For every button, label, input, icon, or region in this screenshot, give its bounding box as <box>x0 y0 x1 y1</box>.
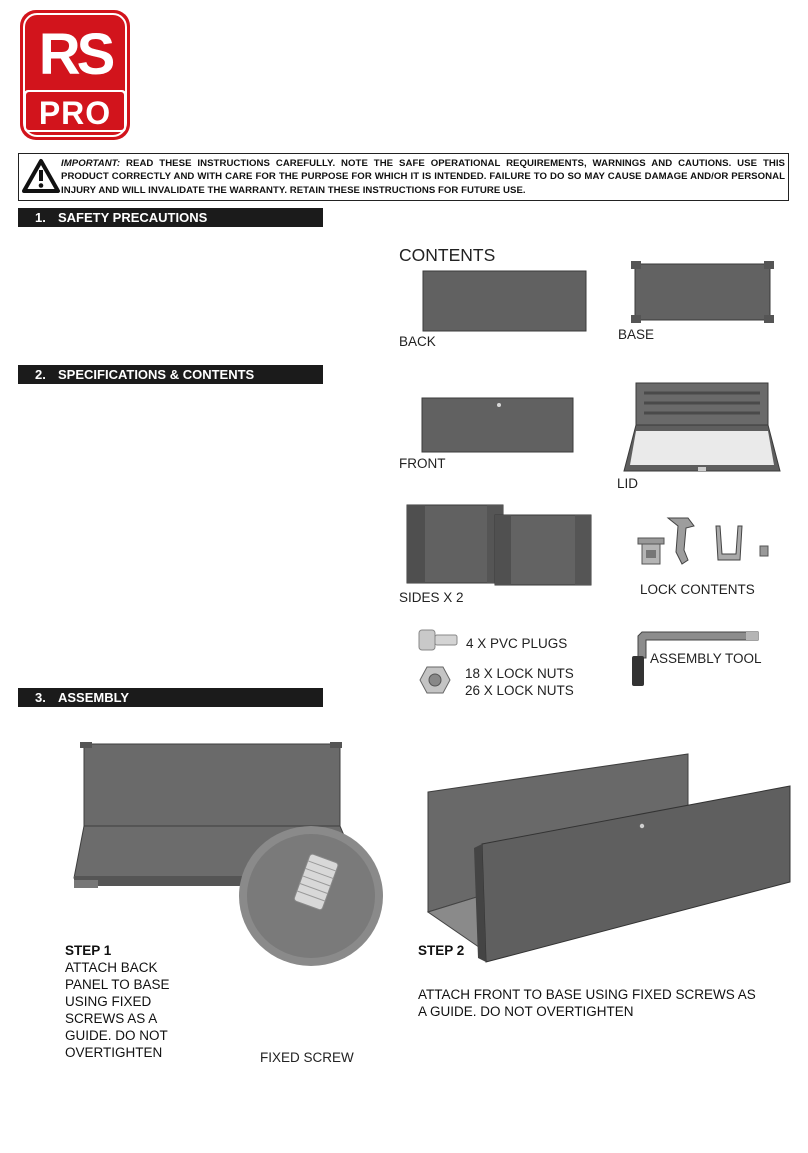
svg-text:PRO: PRO <box>38 95 112 131</box>
warning-lead: IMPORTANT: <box>61 158 121 169</box>
section-header-assembly <box>18 688 323 707</box>
step1-line: ATTACH BACK <box>65 960 158 975</box>
lock-contents-image <box>636 514 772 574</box>
lock-contents-label: LOCK CONTENTS <box>640 582 755 597</box>
section-title: SAFETY PRECAUTIONS <box>58 210 208 225</box>
section-number: 2. <box>35 367 46 382</box>
front-label: FRONT <box>399 456 446 471</box>
step1-line: PANEL TO BASE <box>65 977 170 992</box>
sides-image <box>405 503 595 587</box>
warning-triangle-icon <box>21 158 61 194</box>
step2-title: STEP 2 <box>418 943 465 958</box>
pvc-plugs-label: 4 X PVC PLUGS <box>466 636 568 651</box>
step2-line: A GUIDE. DO NOT OVERTIGHTEN <box>418 1004 634 1019</box>
back-panel-image <box>422 270 587 332</box>
contents-title: CONTENTS <box>399 245 496 265</box>
back-label: BACK <box>399 334 436 349</box>
warning-text <box>61 157 785 197</box>
step2-image <box>426 752 794 964</box>
section-header-specifications <box>18 365 323 384</box>
fixed-screw-label: FIXED SCREW <box>260 1050 354 1065</box>
warning-body: READ THESE INSTRUCTIONS CAREFULLY. NOTE THE SAFE OPERATIONAL REQUIREMENTS, WARNINGS AND CAUTIONS. USE THIS PRODUCT CORRECTLY AND WITH CARE FOR THE PURPOSE FOR WHICH IT IS INTENDED. FAILURE TO DO SO MAY CAUSE DAMAGE AND/OR PERSONAL INJURY AND WILL INVALIDATE THE WARRANTY. RETAIN THESE INSTRUCTIONS FOR FUTURE USE. <box>61 158 785 196</box>
step1-line: SCREWS AS A <box>65 1011 158 1026</box>
pvc-plug-icon <box>417 626 461 654</box>
step1-line: GUIDE. DO NOT <box>65 1028 168 1043</box>
lid-image <box>622 381 782 473</box>
lock-nuts-26-label: 26 X LOCK NUTS <box>465 683 574 698</box>
warning-box <box>18 153 789 201</box>
step2-text <box>418 986 798 1020</box>
step2-line: ATTACH FRONT TO BASE USING FIXED SCREWS AS <box>418 987 756 1002</box>
lid-label: LID <box>617 476 639 491</box>
rs-pro-logo <box>20 10 130 140</box>
step1-line: USING FIXED <box>65 994 152 1009</box>
assembly-tool-label: ASSEMBLY TOOL <box>650 651 762 666</box>
section-header-safety <box>18 208 323 227</box>
step1-title: STEP 1 <box>65 943 112 958</box>
base-label: BASE <box>618 327 655 342</box>
step1-text <box>65 942 235 1061</box>
section-number: 3. <box>35 690 46 705</box>
base-panel-image <box>630 260 775 324</box>
fixed-screw-image <box>238 826 384 1048</box>
section-number: 1. <box>35 210 46 225</box>
svg-text:RS: RS <box>38 22 112 87</box>
section-title: ASSEMBLY <box>58 690 130 705</box>
lock-nut-icon <box>419 665 451 695</box>
section-title: SPECIFICATIONS & CONTENTS <box>58 367 255 382</box>
sides-label: SIDES X 2 <box>399 590 464 605</box>
lock-nuts-18-label: 18 X LOCK NUTS <box>465 666 574 681</box>
front-panel-image <box>421 397 574 453</box>
step1-line: OVERTIGHTEN <box>65 1045 163 1060</box>
